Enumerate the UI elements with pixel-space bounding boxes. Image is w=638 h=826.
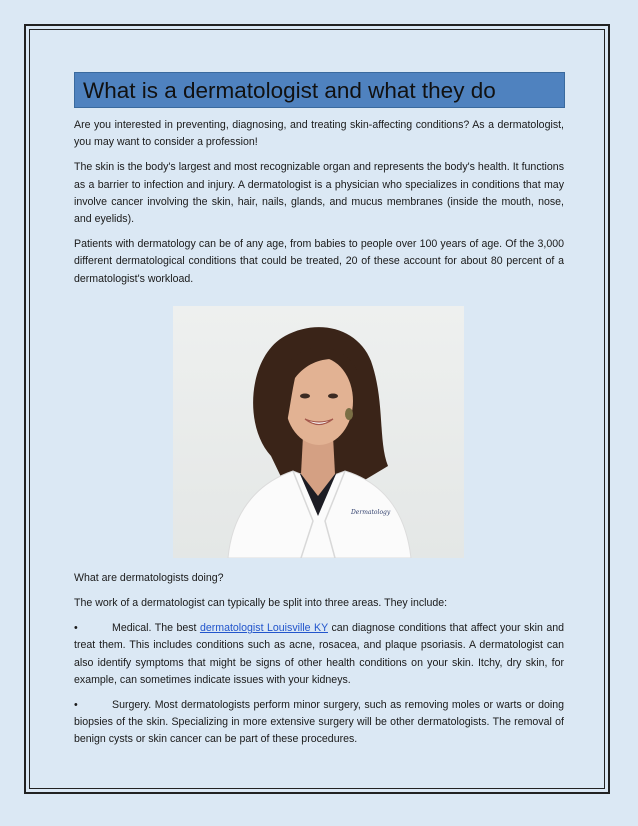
medical-text-start: Medical. The best xyxy=(112,622,200,635)
paragraph-patients: Patients with dermatology can be of any age, from babies to people over 100 years of age. Of the 3,000 different dermatological conditions that could be treated, 20 of these account for about 80 percent of a dermatologist's workload. xyxy=(74,238,564,285)
paragraph-areas-intro: The work of a dermatologist can typically be split into three areas. They include: xyxy=(74,597,448,610)
dermatologist-photo xyxy=(173,306,464,558)
surgery-text: Surgery. Most dermatologists perform minor surgery, such as removing moles or warts or doing biopsies of the skin. Specializing in more extensive surgery will be other dermatologists. The removal of benign cysts or skin cancer can be part of these procedures. xyxy=(74,699,564,746)
paragraph-skin: The skin is the body's largest and most recognizable organ and represents the body's health. It functions as a barrier to infection and injury. A dermatologist is a physician who specializes in conditions that may involve cancer involving the skin, hair, nails, glands, and mucus membranes (inside the mouth, nose, and eyelids). xyxy=(74,161,564,226)
bullet-surgery xyxy=(74,697,564,749)
coat-embroidery: Dermatology xyxy=(351,508,391,516)
bullet-symbol: • xyxy=(74,622,78,635)
bullet-medical xyxy=(74,620,564,689)
section-heading: What are dermatologists doing? xyxy=(74,571,224,584)
medical-text-end: can diagnose conditions that affect your skin and treat them. This includes conditions such as acne, rosacea, and plaque psoriasis. A dermatologist can also identify symptoms that might be signs of other health conditions on your skin. Itchy, dry skin, for example, can sometimes indicate issues with your kidneys. xyxy=(74,622,564,686)
paragraph-intro: Are you interested in preventing, diagnosing, and treating skin-affecting conditions? As a dermatologist, you may want to consider a profession! xyxy=(74,119,564,149)
document-content xyxy=(74,72,564,749)
dermatologist-louisville-link[interactable]: dermatologist Louisville KY xyxy=(199,622,328,635)
bullet-symbol: • xyxy=(74,699,78,712)
document-title: What is a dermatologist and what they do xyxy=(74,72,565,108)
